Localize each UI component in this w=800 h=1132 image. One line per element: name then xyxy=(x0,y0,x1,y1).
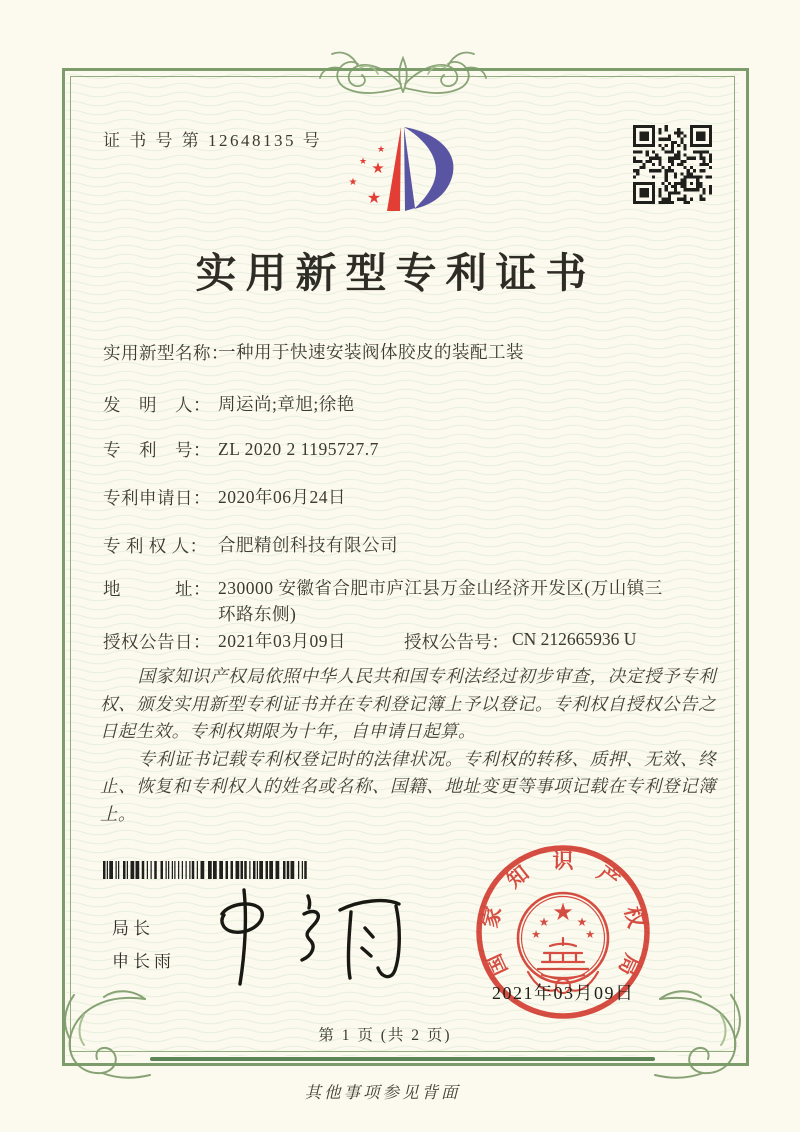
svg-text:国: 国 xyxy=(481,950,513,980)
signer-title: 局长 xyxy=(112,919,154,938)
svg-text:家: 家 xyxy=(477,904,507,931)
svg-text:★: ★ xyxy=(585,928,595,941)
field-label: 发 明 人： xyxy=(103,395,211,415)
seal-date: 2021年03月09日 xyxy=(492,983,635,1003)
svg-text:知: 知 xyxy=(502,860,534,893)
svg-text:★: ★ xyxy=(552,898,574,926)
barcode xyxy=(103,861,309,879)
svg-text:局: 局 xyxy=(613,950,645,980)
svg-text:产: 产 xyxy=(592,860,624,893)
handwritten-signature xyxy=(200,878,420,996)
svg-text:权: 权 xyxy=(619,904,649,931)
top-center-vine-ornament xyxy=(318,40,488,100)
field-value: ZL 2020 2 1195727.7 xyxy=(218,439,379,459)
cnipa-logo-icon xyxy=(335,112,470,220)
signer-name: 申长雨 xyxy=(112,952,175,971)
svg-text:★: ★ xyxy=(366,188,382,207)
svg-text:★: ★ xyxy=(358,157,368,167)
legal-paragraph-2: 专利证书记载专利权登记时的法律状况。专利权的转移、质押、无效、终止、恢复和专利权人的姓名或名称、国籍、地址变更等事项记载在专利登记簿上。 xyxy=(100,748,716,824)
svg-text:★: ★ xyxy=(531,928,541,941)
field-label: 实用新型名称： xyxy=(103,343,229,363)
field-label: 专 利 权 人： xyxy=(103,536,208,556)
legal-text-block xyxy=(100,663,716,828)
logo-blue-wedge xyxy=(404,127,415,211)
svg-text:★: ★ xyxy=(376,145,386,155)
certificate-title: 实用新型专利证书 xyxy=(195,250,596,296)
legal-paragraph-1: 国家知识产权局依照中华人民共和国专利法经过初步审查，决定授予专利权、颁发实用新型专利证书并在专利登记簿上予以登记。专利权自授权公告之日起生效。专利权期限为十年，自申请日起算。 xyxy=(100,666,716,741)
logo-stars xyxy=(349,145,386,207)
field-label: 专利申请日： xyxy=(103,488,211,508)
field-value: 2020年06月24日 xyxy=(218,487,346,507)
seal-national-emblem xyxy=(518,893,608,993)
grant-number-value: CN 212665936 U xyxy=(512,629,637,649)
svg-text:★: ★ xyxy=(576,915,588,929)
field-label: 专 利 号： xyxy=(103,440,211,460)
grant-date-value: 2021年03月09日 xyxy=(218,631,346,651)
logo-red-wedge xyxy=(387,127,401,211)
qr-code xyxy=(633,125,712,204)
svg-text:★: ★ xyxy=(348,177,358,188)
grant-number-label: 授权公告号： xyxy=(404,632,509,652)
field-value: 一种用于快速安装阀体胶皮的装配工装 xyxy=(218,342,524,362)
certificate-number: 证 书 号 第 12648135 号 xyxy=(103,131,323,150)
page-number: 第 1 页 (共 2 页) xyxy=(318,1027,452,1044)
svg-text:★: ★ xyxy=(371,159,385,177)
field-value: 周运尚;章旭;徐艳 xyxy=(218,394,355,414)
field-label: 地 址： xyxy=(103,579,211,599)
field-value: 合肥精创科技有限公司 xyxy=(218,535,398,555)
svg-text:识: 识 xyxy=(552,849,574,873)
svg-text:★: ★ xyxy=(538,915,550,929)
field-value: 230000 安徽省合肥市庐江县万金山经济开发区(万山镇三环路东侧) xyxy=(218,578,663,624)
bottom-border-accent xyxy=(150,1057,655,1061)
back-side-note: 其他事项参见背面 xyxy=(304,1083,461,1102)
field-label: 授权公告日： xyxy=(103,632,211,652)
